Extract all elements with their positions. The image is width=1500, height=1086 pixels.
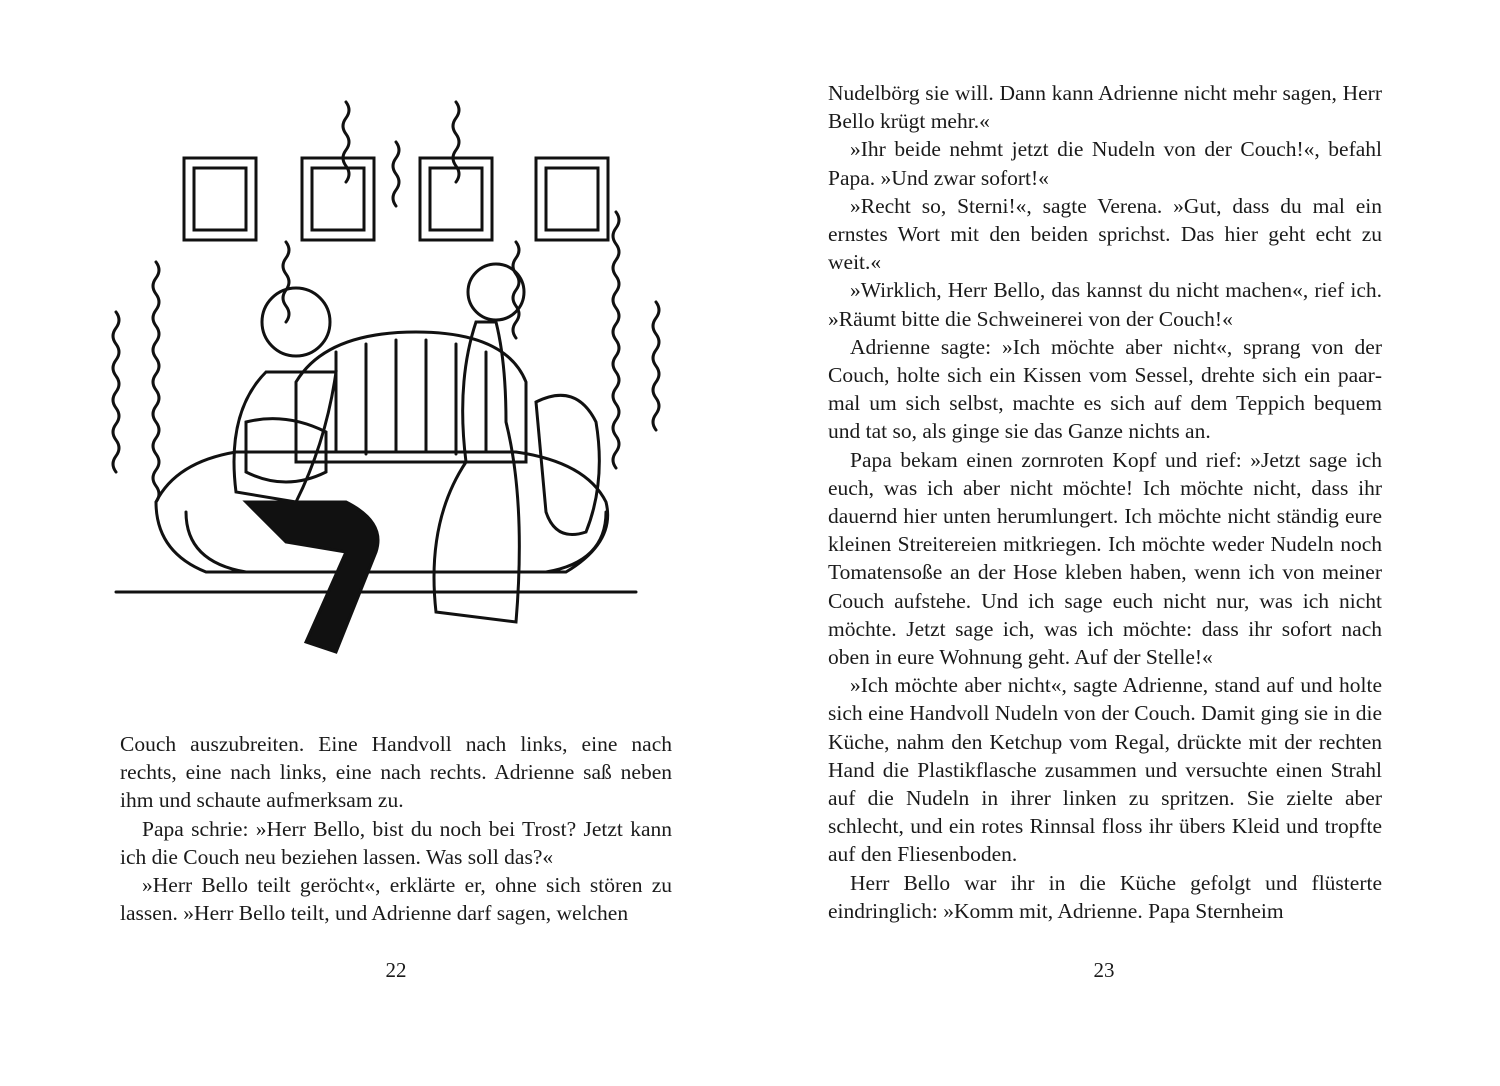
paragraph: »Wirklich, Herr Bello, das kannst du nicht machen«, rief ich. »Räumt bitte die Schweinerei von der Couch!«	[828, 278, 1382, 331]
paragraph: Papa bekam einen zornroten Kopf und rief: »Jetzt sage ich euch, was ich aber nicht möchte! Ich möchte nicht, dass ihr dauernd hier unten herumlungert. Ich möchte nicht ständig eure kleinen Streitereien mitkriegen. Ich möchte weder Nudeln noch Tomatensoße an der Hose kleben haben, wenn ich von meiner Couch aufstehe. Und ich sage euch nicht nur, was ich nicht möchte. Jetzt sage ich, was ich möchte: dass ihr sofort nach oben in eure Wohnung geht. Auf der Stelle!«	[828, 447, 1382, 670]
paragraph: »Recht so, Sterni!«, sagte Verena. »Gut, dass du mal ein ernstes Wort mit den beiden sprichst. Das hier geht echt zu weit.«	[828, 193, 1382, 275]
page-number-right: 23	[1093, 958, 1115, 982]
paragraph: Papa schrie: »Herr Bello, bist du noch bei Trost? Jetzt kann ich die Couch neu beziehen lassen. Was soll das?«	[120, 816, 672, 869]
couch-illustration	[96, 82, 676, 682]
paragraph: »Herr Bello teilt geröcht«, erklärte er, ohne sich stören zu lassen. »Herr Bello teilt, und Adrienne darf sagen, welchen	[120, 873, 672, 926]
paragraph: Herr Bello war ihr in die Küche gefolgt und flüsterte eindringlich: »Komm mit, Adrienne. Papa Sternheim	[828, 870, 1382, 923]
paragraph: Nudelbörg sie will. Dann kann Adrienne nicht mehr sagen, Herr Bello krügt mehr.«	[828, 81, 1382, 134]
right-page-body	[828, 79, 1382, 925]
page-number-left: 22	[385, 958, 407, 982]
paragraph: »Ihr beide nehmt jetzt die Nudeln von der Couch!«, befahl Papa. »Und zwar sofort!«	[828, 137, 1382, 190]
left-page-body	[120, 730, 672, 927]
paragraph: »Ich möchte aber nicht«, sagte Adrienne, stand auf und holte sich eine Handvoll Nudeln von der Couch. Damit ging sie in die Küche, nahm den Ketchup vom Regal, drückte mit der rechten Hand die Plastikflasche zusammen und versuchte einen Strahl auf die Nudeln in ihrer linken zu spritzen. Sie zielte aber schlecht, und ein rotes Rinnsal floss ihr übers Kleid und tropfte auf den Fliesenboden.	[828, 673, 1382, 867]
paragraph: Adrienne sagte: »Ich möchte aber nicht«, sprang von der Couch, holte sich ein Kissen vom Sessel, drehte sich ein paarmal um sich selbst, machte es sich auf dem Teppich bequem und tat so, als ginge sie das Ganze nichts an.	[828, 334, 1382, 444]
paragraph: Couch auszubreiten. Eine Handvoll nach links, eine nach rechts, eine nach links, eine nach rechts. Adrienne saß neben ihm und schaute aufmerksam zu.	[120, 732, 672, 813]
right-page	[750, 0, 1500, 1086]
